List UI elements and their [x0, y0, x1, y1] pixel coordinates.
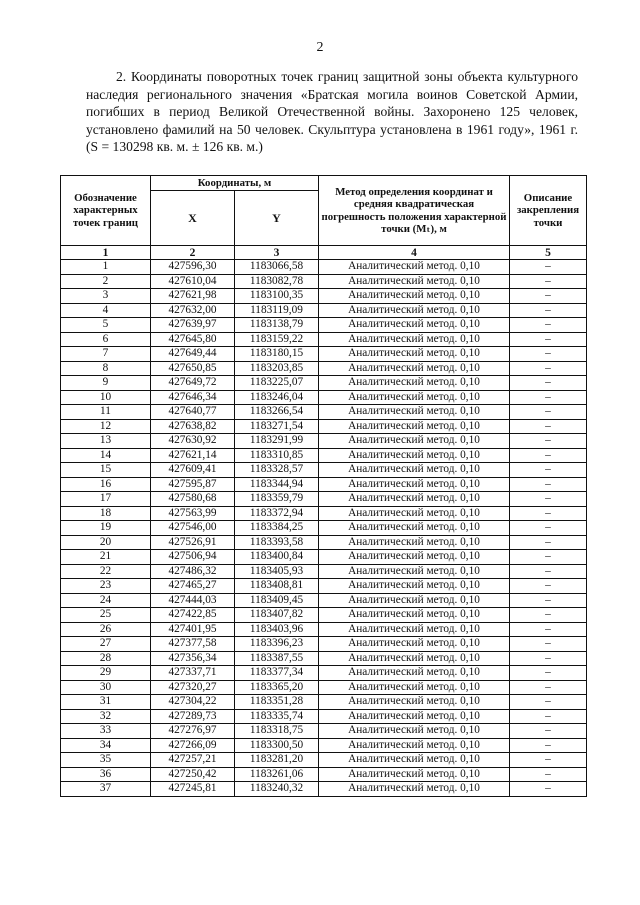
point-number-cell: 27 — [61, 637, 151, 652]
x-coordinate-cell: 427289,73 — [151, 709, 235, 724]
x-coordinate-cell: 427486,32 — [151, 564, 235, 579]
header-x: X — [151, 191, 235, 246]
column-numbers-row — [61, 246, 587, 260]
y-coordinate-cell: 1183100,35 — [235, 289, 319, 304]
point-number-cell: 35 — [61, 753, 151, 768]
table-row — [61, 753, 587, 768]
point-number-cell: 36 — [61, 767, 151, 782]
point-number-cell: 9 — [61, 376, 151, 391]
x-coordinate-cell: 427245,81 — [151, 782, 235, 797]
x-coordinate-cell: 427610,04 — [151, 274, 235, 289]
point-number-cell: 3 — [61, 289, 151, 304]
y-coordinate-cell: 1183359,79 — [235, 492, 319, 507]
page-number: 2 — [316, 40, 324, 55]
column-number: 2 — [151, 246, 235, 260]
y-coordinate-cell: 1183225,07 — [235, 376, 319, 391]
description-cell: – — [510, 463, 587, 478]
x-coordinate-cell: 427650,85 — [151, 361, 235, 376]
table-row — [61, 782, 587, 797]
table-row — [61, 289, 587, 304]
table-row — [61, 622, 587, 637]
method-cell: Аналитический метод. 0,10 — [319, 274, 510, 289]
point-number-cell: 11 — [61, 405, 151, 420]
method-cell: Аналитический метод. 0,10 — [319, 767, 510, 782]
table-row — [61, 564, 587, 579]
point-number-cell: 21 — [61, 550, 151, 565]
point-number-cell: 7 — [61, 347, 151, 362]
point-number-cell: 23 — [61, 579, 151, 594]
method-cell: Аналитический метод. 0,10 — [319, 695, 510, 710]
x-coordinate-cell: 427401,95 — [151, 622, 235, 637]
y-coordinate-cell: 1183384,25 — [235, 521, 319, 536]
method-cell: Аналитический метод. 0,10 — [319, 463, 510, 478]
header-method: Метод определения координат и средняя квадратическая погрешность положения характерной точки (Mₜ), м — [319, 176, 510, 246]
y-coordinate-cell: 1183328,57 — [235, 463, 319, 478]
table-row — [61, 651, 587, 666]
x-coordinate-cell: 427649,44 — [151, 347, 235, 362]
description-cell: – — [510, 347, 587, 362]
description-cell: – — [510, 477, 587, 492]
description-cell: – — [510, 593, 587, 608]
x-coordinate-cell: 427356,34 — [151, 651, 235, 666]
method-cell: Аналитический метод. 0,10 — [319, 608, 510, 623]
y-coordinate-cell: 1183407,82 — [235, 608, 319, 623]
description-cell: – — [510, 782, 587, 797]
method-cell: Аналитический метод. 0,10 — [319, 666, 510, 681]
method-cell: Аналитический метод. 0,10 — [319, 724, 510, 739]
method-cell: Аналитический метод. 0,10 — [319, 709, 510, 724]
table-header — [61, 176, 587, 260]
method-cell: Аналитический метод. 0,10 — [319, 332, 510, 347]
method-cell: Аналитический метод. 0,10 — [319, 738, 510, 753]
y-coordinate-cell: 1183408,81 — [235, 579, 319, 594]
table-row — [61, 738, 587, 753]
x-coordinate-cell: 427422,85 — [151, 608, 235, 623]
method-cell: Аналитический метод. 0,10 — [319, 492, 510, 507]
y-coordinate-cell: 1183271,54 — [235, 419, 319, 434]
method-cell: Аналитический метод. 0,10 — [319, 622, 510, 637]
table-row — [61, 376, 587, 391]
description-cell: – — [510, 622, 587, 637]
method-cell: Аналитический метод. 0,10 — [319, 680, 510, 695]
intro-section — [86, 68, 578, 156]
y-coordinate-cell: 1183405,93 — [235, 564, 319, 579]
description-cell: – — [510, 680, 587, 695]
description-cell: – — [510, 260, 587, 275]
x-coordinate-cell: 427580,68 — [151, 492, 235, 507]
point-number-cell: 33 — [61, 724, 151, 739]
header-point: Обозначение характерных точек границ — [61, 176, 151, 246]
table-row — [61, 724, 587, 739]
point-number-cell: 24 — [61, 593, 151, 608]
y-coordinate-cell: 1183180,15 — [235, 347, 319, 362]
point-number-cell: 15 — [61, 463, 151, 478]
method-cell: Аналитический метод. 0,10 — [319, 477, 510, 492]
point-number-cell: 19 — [61, 521, 151, 536]
method-cell: Аналитический метод. 0,10 — [319, 579, 510, 594]
intro-paragraph: 2. Координаты поворотных точек границ защитной зоны объекта культурного наследия регионального значения «Братская могила воинов Советской Армии, погибших в период Великой Отечественной войны. Захоронено 125 человек, установлено фамилий на 50 человек. Скульптура установлена в 1961 году», 1961 г. (S = 130298 кв. м. ± 126 кв. м.) — [86, 69, 578, 155]
x-coordinate-cell: 427649,72 — [151, 376, 235, 391]
description-cell: – — [510, 753, 587, 768]
header-description: Описание закрепления точки — [510, 176, 587, 246]
method-cell: Аналитический метод. 0,10 — [319, 434, 510, 449]
method-cell: Аналитический метод. 0,10 — [319, 448, 510, 463]
column-number: 1 — [61, 246, 151, 260]
method-cell: Аналитический метод. 0,10 — [319, 390, 510, 405]
column-number: 4 — [319, 246, 510, 260]
description-cell: – — [510, 709, 587, 724]
table-row — [61, 419, 587, 434]
method-cell: Аналитический метод. 0,10 — [319, 593, 510, 608]
table-row — [61, 666, 587, 681]
point-number-cell: 16 — [61, 477, 151, 492]
description-cell: – — [510, 550, 587, 565]
description-cell: – — [510, 318, 587, 333]
x-coordinate-cell: 427377,58 — [151, 637, 235, 652]
coordinates-table — [60, 175, 587, 797]
method-cell: Аналитический метод. 0,10 — [319, 361, 510, 376]
table-row — [61, 695, 587, 710]
y-coordinate-cell: 1183066,58 — [235, 260, 319, 275]
table-row — [61, 521, 587, 536]
x-coordinate-cell: 427595,87 — [151, 477, 235, 492]
y-coordinate-cell: 1183335,74 — [235, 709, 319, 724]
x-coordinate-cell: 427621,14 — [151, 448, 235, 463]
method-cell: Аналитический метод. 0,10 — [319, 550, 510, 565]
point-number-cell: 4 — [61, 303, 151, 318]
x-coordinate-cell: 427320,27 — [151, 680, 235, 695]
method-cell: Аналитический метод. 0,10 — [319, 651, 510, 666]
table-row — [61, 347, 587, 362]
y-coordinate-cell: 1183246,04 — [235, 390, 319, 405]
x-coordinate-cell: 427465,27 — [151, 579, 235, 594]
table-row — [61, 506, 587, 521]
description-cell: – — [510, 724, 587, 739]
x-coordinate-cell: 427639,97 — [151, 318, 235, 333]
description-cell: – — [510, 521, 587, 536]
table-row — [61, 477, 587, 492]
point-number-cell: 31 — [61, 695, 151, 710]
x-coordinate-cell: 427596,30 — [151, 260, 235, 275]
method-cell: Аналитический метод. 0,10 — [319, 376, 510, 391]
y-coordinate-cell: 1183400,84 — [235, 550, 319, 565]
description-cell: – — [510, 361, 587, 376]
table-row — [61, 593, 587, 608]
method-cell: Аналитический метод. 0,10 — [319, 535, 510, 550]
description-cell: – — [510, 579, 587, 594]
point-number-cell: 25 — [61, 608, 151, 623]
method-cell: Аналитический метод. 0,10 — [319, 782, 510, 797]
y-coordinate-cell: 1183365,20 — [235, 680, 319, 695]
y-coordinate-cell: 1183387,55 — [235, 651, 319, 666]
point-number-cell: 6 — [61, 332, 151, 347]
description-cell: – — [510, 390, 587, 405]
description-cell: – — [510, 651, 587, 666]
table-row — [61, 390, 587, 405]
table-row — [61, 361, 587, 376]
method-cell: Аналитический метод. 0,10 — [319, 521, 510, 536]
point-number-cell: 13 — [61, 434, 151, 449]
x-coordinate-cell: 427250,42 — [151, 767, 235, 782]
point-number-cell: 8 — [61, 361, 151, 376]
x-coordinate-cell: 427609,41 — [151, 463, 235, 478]
description-cell: – — [510, 695, 587, 710]
description-cell: – — [510, 419, 587, 434]
table-row — [61, 332, 587, 347]
table-row — [61, 535, 587, 550]
column-number: 3 — [235, 246, 319, 260]
y-coordinate-cell: 1183344,94 — [235, 477, 319, 492]
point-number-cell: 20 — [61, 535, 151, 550]
y-coordinate-cell: 1183082,78 — [235, 274, 319, 289]
method-cell: Аналитический метод. 0,10 — [319, 303, 510, 318]
description-cell: – — [510, 376, 587, 391]
table-row — [61, 448, 587, 463]
method-cell: Аналитический метод. 0,10 — [319, 318, 510, 333]
header-y: Y — [235, 191, 319, 246]
table-row — [61, 579, 587, 594]
y-coordinate-cell: 1183351,28 — [235, 695, 319, 710]
y-coordinate-cell: 1183310,85 — [235, 448, 319, 463]
x-coordinate-cell: 427645,80 — [151, 332, 235, 347]
table-row — [61, 434, 587, 449]
table-row — [61, 680, 587, 695]
table-row — [61, 608, 587, 623]
x-coordinate-cell: 427563,99 — [151, 506, 235, 521]
y-coordinate-cell: 1183393,58 — [235, 535, 319, 550]
x-coordinate-cell: 427506,94 — [151, 550, 235, 565]
y-coordinate-cell: 1183203,85 — [235, 361, 319, 376]
table-row — [61, 318, 587, 333]
column-number: 5 — [510, 246, 587, 260]
x-coordinate-cell: 427632,00 — [151, 303, 235, 318]
method-cell: Аналитический метод. 0,10 — [319, 753, 510, 768]
x-coordinate-cell: 427621,98 — [151, 289, 235, 304]
y-coordinate-cell: 1183159,22 — [235, 332, 319, 347]
y-coordinate-cell: 1183318,75 — [235, 724, 319, 739]
x-coordinate-cell: 427276,97 — [151, 724, 235, 739]
description-cell: – — [510, 666, 587, 681]
description-cell: – — [510, 535, 587, 550]
description-cell: – — [510, 738, 587, 753]
table-row — [61, 463, 587, 478]
y-coordinate-cell: 1183261,06 — [235, 767, 319, 782]
table-row — [61, 492, 587, 507]
table-row — [61, 767, 587, 782]
method-cell: Аналитический метод. 0,10 — [319, 506, 510, 521]
y-coordinate-cell: 1183266,54 — [235, 405, 319, 420]
point-number-cell: 14 — [61, 448, 151, 463]
description-cell: – — [510, 506, 587, 521]
description-cell: – — [510, 608, 587, 623]
y-coordinate-cell: 1183396,23 — [235, 637, 319, 652]
table-body — [61, 260, 587, 797]
x-coordinate-cell: 427266,09 — [151, 738, 235, 753]
method-cell: Аналитический метод. 0,10 — [319, 419, 510, 434]
point-number-cell: 32 — [61, 709, 151, 724]
table-row — [61, 550, 587, 565]
table-row — [61, 303, 587, 318]
y-coordinate-cell: 1183403,96 — [235, 622, 319, 637]
x-coordinate-cell: 427646,34 — [151, 390, 235, 405]
method-cell: Аналитический метод. 0,10 — [319, 637, 510, 652]
description-cell: – — [510, 767, 587, 782]
x-coordinate-cell: 427638,82 — [151, 419, 235, 434]
description-cell: – — [510, 332, 587, 347]
y-coordinate-cell: 1183300,50 — [235, 738, 319, 753]
x-coordinate-cell: 427630,92 — [151, 434, 235, 449]
x-coordinate-cell: 427337,71 — [151, 666, 235, 681]
point-number-cell: 12 — [61, 419, 151, 434]
point-number-cell: 37 — [61, 782, 151, 797]
table-row — [61, 709, 587, 724]
y-coordinate-cell: 1183119,09 — [235, 303, 319, 318]
point-number-cell: 18 — [61, 506, 151, 521]
description-cell: – — [510, 492, 587, 507]
y-coordinate-cell: 1183240,32 — [235, 782, 319, 797]
point-number-cell: 34 — [61, 738, 151, 753]
y-coordinate-cell: 1183377,34 — [235, 666, 319, 681]
x-coordinate-cell: 427444,03 — [151, 593, 235, 608]
description-cell: – — [510, 405, 587, 420]
x-coordinate-cell: 427640,77 — [151, 405, 235, 420]
method-cell: Аналитический метод. 0,10 — [319, 289, 510, 304]
method-cell: Аналитический метод. 0,10 — [319, 564, 510, 579]
point-number-cell: 26 — [61, 622, 151, 637]
y-coordinate-cell: 1183372,94 — [235, 506, 319, 521]
method-cell: Аналитический метод. 0,10 — [319, 347, 510, 362]
point-number-cell: 30 — [61, 680, 151, 695]
point-number-cell: 29 — [61, 666, 151, 681]
point-number-cell: 22 — [61, 564, 151, 579]
table-row — [61, 405, 587, 420]
description-cell: – — [510, 448, 587, 463]
method-cell: Аналитический метод. 0,10 — [319, 405, 510, 420]
y-coordinate-cell: 1183138,79 — [235, 318, 319, 333]
header-coordinates: Координаты, м — [151, 176, 319, 191]
description-cell: – — [510, 274, 587, 289]
description-cell: – — [510, 303, 587, 318]
x-coordinate-cell: 427257,21 — [151, 753, 235, 768]
description-cell: – — [510, 289, 587, 304]
point-number-cell: 17 — [61, 492, 151, 507]
x-coordinate-cell: 427526,91 — [151, 535, 235, 550]
method-cell: Аналитический метод. 0,10 — [319, 260, 510, 275]
table-row — [61, 274, 587, 289]
point-number-cell: 5 — [61, 318, 151, 333]
y-coordinate-cell: 1183281,20 — [235, 753, 319, 768]
x-coordinate-cell: 427546,00 — [151, 521, 235, 536]
point-number-cell: 2 — [61, 274, 151, 289]
table-row — [61, 637, 587, 652]
description-cell: – — [510, 637, 587, 652]
table-row — [61, 260, 587, 275]
x-coordinate-cell: 427304,22 — [151, 695, 235, 710]
point-number-cell: 1 — [61, 260, 151, 275]
point-number-cell: 28 — [61, 651, 151, 666]
description-cell: – — [510, 434, 587, 449]
y-coordinate-cell: 1183291,99 — [235, 434, 319, 449]
description-cell: – — [510, 564, 587, 579]
y-coordinate-cell: 1183409,45 — [235, 593, 319, 608]
point-number-cell: 10 — [61, 390, 151, 405]
